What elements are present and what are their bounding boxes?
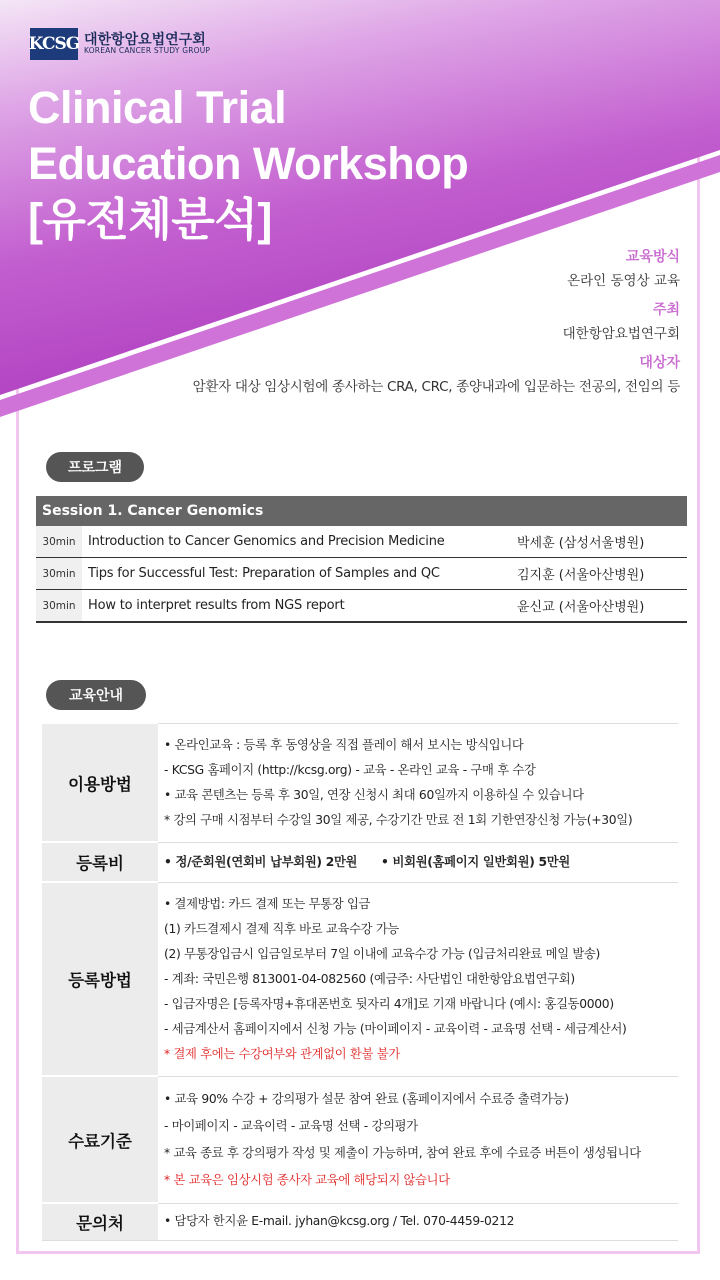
register-line: - 입금자명은 [등록자명+휴대폰번호 뒷자리 4개]로 기재 바랍니다 (예시: 홍길동0000) [164,996,614,1011]
register-line: (1) 카드결제시 결제 직후 바로 교육수강 가능 [164,921,400,936]
host-value: 대한항암요법연구회 [562,326,680,342]
program-table [36,496,687,623]
target-value: 암환자 대상 임상시험에 종사하는 CRA, CRC, 종양내과에 입문하는 전공의, 전임의 등 [192,379,680,395]
session-duration: 30min [36,558,82,590]
usage-line: • 교육 콘텐츠는 등록 후 30일, 연장 신청시 최대 60일까지 이용하실 수 있습니다 [164,787,584,802]
guide-section-label: 교육안내 [46,680,146,710]
guide-row-completion [42,1076,678,1203]
register-label: 등록방법 [42,882,158,1076]
session-topic: Tips for Successful Test: Preparation of Samples and QC [82,558,509,590]
session-speaker: 윤신교 (서울아산병원) [509,590,687,623]
session-duration: 30min [36,526,82,558]
register-line: • 결제방법: 카드 결제 또는 무통장 입금 [164,896,371,911]
table-row [36,526,687,558]
session-speaker: 박세훈 (삼성서울병원) [509,526,687,558]
logo-english-name: KOREAN CANCER STUDY GROUP [84,46,211,56]
register-line: - 세금계산서 홈페이지에서 신청 가능 (마이페이지 - 교육이력 - 교육명 선택 - 세금계산서) [164,1021,627,1036]
completion-line: * 교육 종료 후 강의평가 작성 및 제출이 가능하며, 참여 완료 후에 수료증 버튼이 생성됩니다 [164,1145,641,1160]
logo-korean-name: 대한항암요법연구회 [84,31,206,48]
fee-line: • 정/준회원(연회비 납부회원) 2만원 • 비회원(홈페이지 일반회원) 5만원 [158,842,678,882]
title-line-2: Education Workshop [28,138,469,189]
logo-mark: KCSG [30,28,78,60]
usage-line: * 강의 구매 시점부터 수강일 30일 제공, 수강기간 만료 전 1회 기한연장신청 가능(+30일) [164,812,633,827]
session-speaker: 김지훈 (서울아산병원) [509,558,687,590]
title-line-3: [유전체분석] [28,194,272,245]
method-value: 온라인 동영상 교육 [567,273,680,289]
contact-line: • 담당자 한지윤 E-mail. jyhan@kcsg.org / Tel. 070-4459-0212 [158,1203,678,1241]
refund-warning: * 결제 후에는 수강여부와 관계없이 환불 불가 [164,1046,400,1061]
usage-label: 이용방법 [42,723,158,842]
method-label: 교육방식 [625,249,680,265]
completion-line: - 마이페이지 - 교육이력 - 교육명 선택 - 강의평가 [164,1118,418,1133]
session-topic: Introduction to Cancer Genomics and Precision Medicine [82,526,509,558]
register-line: - 계좌: 국민은행 813001-04-082560 (예금주: 사단법인 대한항암요법연구회) [164,971,575,986]
usage-line: • 온라인교육 : 등록 후 동영상을 직접 플레이 해서 보시는 방식입니다 [164,737,524,752]
host-label: 주최 [652,302,680,318]
session-duration: 30min [36,590,82,623]
guide-row-register [42,882,678,1076]
target-label: 대상자 [639,355,680,371]
usage-line: - KCSG 홈페이지 (http://kcsg.org) - 교육 - 온라인 교육 - 구매 후 수강 [164,762,536,777]
info-target [193,352,680,395]
contact-label: 문의처 [42,1203,158,1241]
session-topic: How to interpret results from NGS report [82,590,509,623]
guide-table [42,722,678,1241]
info-method [567,246,680,289]
guide-row-fee [42,842,678,882]
kcsg-logo [30,28,210,60]
page-title [28,80,468,248]
register-line: (2) 무통장입금시 입금일로부터 7일 이내에 교육수강 가능 (입금처리완료 메일 발송) [164,946,601,961]
table-row [36,590,687,623]
session-title: Session 1. Cancer Genomics [36,496,687,526]
program-section-label: 프로그램 [46,452,144,482]
info-host [563,299,680,342]
guide-row-contact [42,1203,678,1241]
table-row [36,558,687,590]
guide-row-usage [42,723,678,842]
fee-label: 등록비 [42,842,158,882]
completion-label: 수료기준 [42,1076,158,1203]
completion-line: • 교육 90% 수강 + 강의평가 설문 참여 완료 (홈페이지에서 수료증 출력가능) [164,1091,569,1106]
completion-warning: * 본 교육은 임상시험 종사자 교육에 해당되지 않습니다 [164,1172,450,1187]
title-line-1: Clinical Trial [28,82,287,133]
